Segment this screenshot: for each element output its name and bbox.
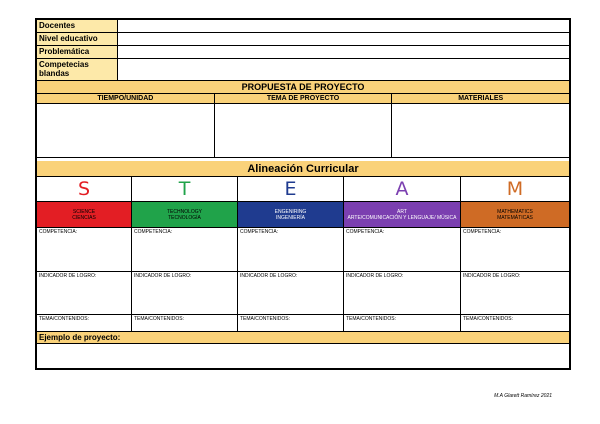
competencia-cell-t[interactable]: COMPETENCIA: xyxy=(132,228,238,271)
competencia-row xyxy=(37,228,569,272)
steam-area-math xyxy=(461,202,569,227)
col-tiempo: TIEMPO/UNIDAD xyxy=(37,94,215,104)
competencia-cell-m[interactable]: COMPETENCIA: xyxy=(463,229,502,235)
indicador-cell-s[interactable]: INDICADOR DE LOGRO: xyxy=(37,272,132,314)
info-row-competencias xyxy=(37,59,569,81)
field-tiempo[interactable] xyxy=(37,104,215,157)
example-field[interactable] xyxy=(37,345,569,368)
field-nivel[interactable] xyxy=(118,33,569,45)
label-problematica: Problemática xyxy=(37,46,118,58)
example-title: Ejemplo de proyecto: xyxy=(37,332,569,344)
steam-letter-m: M xyxy=(506,178,524,200)
science-label: SCIENCE xyxy=(72,208,96,215)
engineering-label: ENGENIRING xyxy=(274,208,307,215)
steam-area-science xyxy=(37,202,132,227)
alignment-title: Alineación Curricular xyxy=(37,161,569,177)
col-tema: TEMA DE PROYECTO xyxy=(215,94,393,104)
proposal-fields xyxy=(37,104,569,158)
steam-letters xyxy=(37,177,569,202)
field-tema[interactable] xyxy=(215,104,393,157)
author-credit: M.A Glarett Ramírez 2021 xyxy=(494,393,552,399)
tema-cell-t[interactable]: TEMA/CONTENIDOS: xyxy=(132,315,238,331)
lesson-plan-sheet xyxy=(35,18,571,370)
info-row-docentes xyxy=(37,20,569,33)
tema-cell-a[interactable]: TEMA/CONTENIDOS: xyxy=(344,315,461,331)
competencia-cell-a[interactable]: COMPETENCIA: xyxy=(344,228,461,271)
proposal-columns-header xyxy=(37,94,569,104)
steam-area-art xyxy=(344,202,461,227)
label-docentes: Docentes xyxy=(37,20,118,32)
info-row-nivel xyxy=(37,33,569,46)
field-problematica[interactable] xyxy=(118,46,569,58)
indicador-cell-e[interactable]: INDICADOR DE LOGRO: xyxy=(238,272,344,314)
tema-cell-m[interactable]: TEMA/CONTENIDOS: xyxy=(463,316,514,322)
matematicas-label: MATEMÁTICAS xyxy=(497,214,533,221)
indicador-cell-a[interactable]: INDICADOR DE LOGRO: xyxy=(344,272,461,314)
col-materiales: MATERIALES xyxy=(392,94,569,104)
tecnologia-label: TECNOLOGÍA xyxy=(168,214,201,221)
steam-area-engineering xyxy=(238,202,344,227)
steam-areas xyxy=(37,202,569,228)
label-competencias: Competecias blandas xyxy=(37,59,118,80)
indicador-cell-m[interactable]: INDICADOR DE LOGRO: xyxy=(463,273,521,279)
steam-letter-e: E xyxy=(238,177,344,201)
label-nivel: Nivel educativo xyxy=(37,33,118,45)
indicador-cell-t[interactable]: INDICADOR DE LOGRO: xyxy=(132,272,238,314)
math-label: MATHEMATICS xyxy=(497,208,533,215)
art-label: ART xyxy=(397,208,407,215)
field-competencias[interactable] xyxy=(118,59,569,80)
technology-label: TECHNOLOGY xyxy=(166,208,202,215)
arte-label: ARTE/COMUNICACIÓN Y LENGUAJE/ MÚSICA xyxy=(347,214,457,221)
info-row-problematica xyxy=(37,46,569,59)
indicador-row xyxy=(37,272,569,315)
field-docentes[interactable] xyxy=(118,20,569,32)
steam-area-technology xyxy=(132,202,238,227)
steam-letter-a: A xyxy=(344,177,461,201)
tema-row xyxy=(37,315,569,332)
field-materiales[interactable] xyxy=(392,104,569,157)
competencia-cell-s[interactable]: COMPETENCIA: xyxy=(37,228,132,271)
tema-cell-e[interactable]: TEMA/CONTENIDOS: xyxy=(238,315,344,331)
ciencias-label: CIENCIAS xyxy=(72,214,96,221)
tema-cell-s[interactable]: TEMA/CONTENIDOS: xyxy=(37,315,132,331)
ingenieria-label: INGENIERÍA xyxy=(276,214,305,221)
proposal-title: PROPUESTA DE PROYECTO xyxy=(37,81,569,94)
steam-letter-t: T xyxy=(132,177,238,201)
steam-letter-s: S xyxy=(37,177,132,201)
competencia-cell-e[interactable]: COMPETENCIA: xyxy=(238,228,344,271)
